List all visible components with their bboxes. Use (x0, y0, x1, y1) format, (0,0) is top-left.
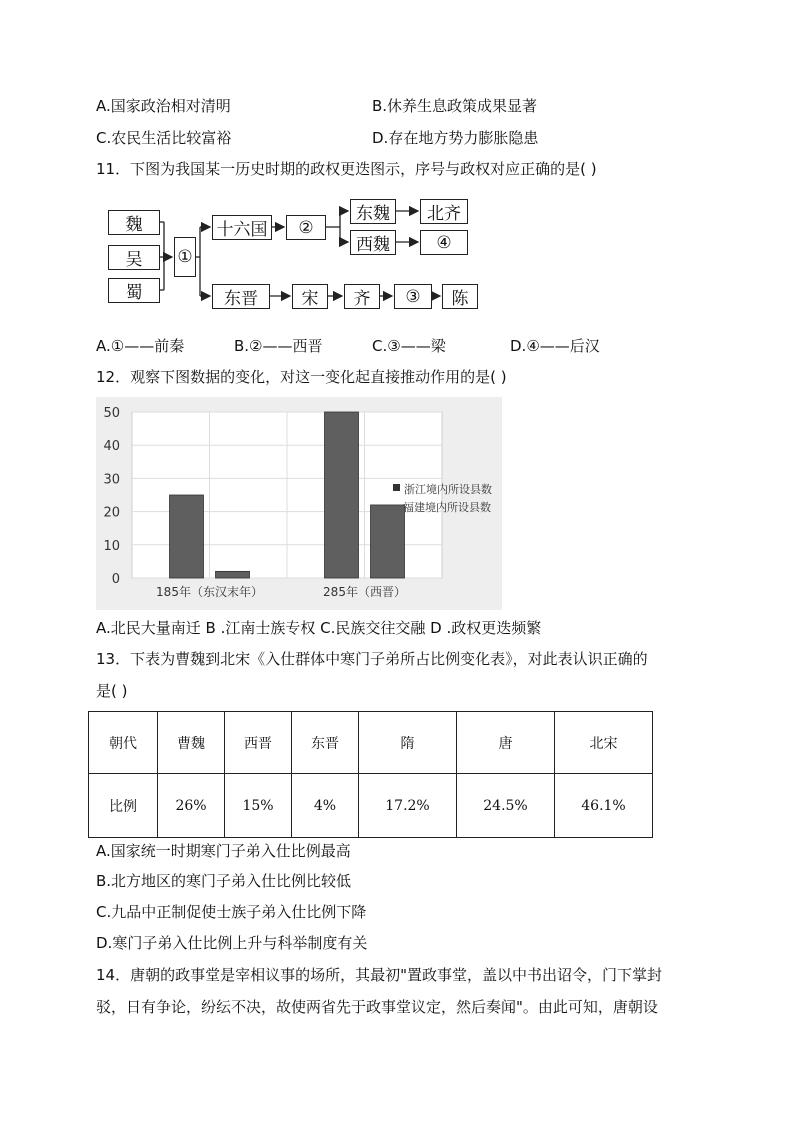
table-cell: 比例 (89, 774, 158, 838)
table-cell: 46.1% (555, 774, 653, 838)
table-cell: 24.5% (457, 774, 555, 838)
box-4: ④ (420, 230, 468, 255)
q10-option-b: B.休养生息政策成果显著 (372, 97, 538, 115)
q13-stem-line1: 13．下表为曹魏到北宋《入仕群体中寒门子弟所占比例变化表》，对此表认识正确的 (96, 650, 648, 668)
q13-option-d: D.寒门子弟入仕比例上升与科举制度有关 (96, 934, 368, 952)
table-header-row (89, 712, 653, 774)
box-wu: 吴 (108, 245, 160, 270)
county-count-chart (96, 397, 502, 610)
q11-option-d: D.④——后汉 (510, 337, 600, 355)
legend-label: 福建境内所设县数 (403, 501, 491, 514)
x-tick-label: 285年（西晋） (323, 585, 406, 599)
box-3: ③ (394, 284, 432, 309)
q14-line1: 14．唐朝的政事堂是宰相议事的场所，其最初"置政事堂，盖以中书出诏令，门下掌封 (96, 966, 662, 984)
y-tick-label: 30 (103, 472, 120, 488)
legend-swatch (393, 484, 400, 491)
county-count-chart-svg (96, 397, 502, 610)
q10-option-c: C.农民生活比较富裕 (96, 129, 232, 147)
table-header-cell: 东晋 (292, 712, 359, 774)
bar (325, 412, 359, 578)
box-shu: 蜀 (108, 278, 160, 303)
q13-option-b: B.北方地区的寒门子弟入仕比例比较低 (96, 872, 352, 890)
box-xiwei: 西魏 (350, 230, 396, 255)
scholar-ratio-table (88, 711, 653, 838)
box-wei: 魏 (108, 210, 160, 235)
y-tick-label: 20 (103, 505, 120, 521)
q11-option-c: C.③——梁 (372, 337, 446, 355)
q13-option-c: C.九品中正制促使士族子弟入仕比例下降 (96, 903, 367, 921)
table-header-cell: 朝代 (89, 712, 158, 774)
bar (371, 505, 405, 578)
table-header-cell: 唐 (457, 712, 555, 774)
box-dongwei: 东魏 (350, 199, 396, 224)
q11-option-b: B.②——西晋 (234, 337, 323, 355)
q14-line2: 驳，日有争论，纷纭不决，故使两省先于政事堂议定，然后奏闻"。由此可知，唐朝设 (96, 998, 658, 1016)
legend-label: 浙江境内所设县数 (404, 483, 492, 496)
q12-options: A.北民大量南迁 B .江南士族专权 C.民族交往交融 D .政权更迭频繁 (96, 619, 542, 637)
regime-succession-diagram (104, 196, 484, 314)
box-dongjin: 东晋 (212, 284, 270, 309)
q10-option-d: D.存在地方势力膨胀隐患 (372, 129, 539, 147)
bar (170, 495, 204, 578)
table-cell: 17.2% (359, 774, 457, 838)
box-qi: 齐 (344, 284, 380, 309)
table-header-cell: 隋 (359, 712, 457, 774)
y-tick-label: 50 (103, 406, 120, 421)
box-hub-1: ① (174, 237, 196, 277)
bar (216, 571, 250, 578)
table-cell: 26% (158, 774, 225, 838)
y-tick-label: 0 (111, 572, 120, 587)
table-row (89, 774, 653, 838)
box-song: 宋 (292, 284, 328, 309)
table-header-cell: 北宋 (555, 712, 653, 774)
q12-stem: 12．观察下图数据的变化，对这一变化起直接推动作用的是( ) (96, 368, 507, 386)
table-header-cell: 西晋 (225, 712, 292, 774)
box-chen: 陈 (442, 284, 478, 309)
q10-option-a: A.国家政治相对清明 (96, 97, 231, 115)
y-tick-label: 40 (103, 439, 120, 455)
box-sixteen-kingdoms: 十六国 (212, 215, 272, 240)
table-cell: 4% (292, 774, 359, 838)
q11-option-a: A.①——前秦 (96, 337, 185, 355)
box-beiqi: 北齐 (420, 199, 468, 224)
q11-stem: 11．下图为我国某一历史时期的政权更迭图示，序号与政权对应正确的是( ) (96, 160, 597, 178)
q13-stem-line2: 是( ) (96, 682, 128, 700)
box-2: ② (286, 215, 326, 240)
x-tick-label: 185年（东汉末年） (156, 585, 263, 599)
table-header-cell: 曹魏 (158, 712, 225, 774)
table-cell: 15% (225, 774, 292, 838)
y-tick-label: 10 (103, 538, 120, 554)
q13-option-a: A.国家统一时期寒门子弟入仕比例最高 (96, 842, 351, 860)
